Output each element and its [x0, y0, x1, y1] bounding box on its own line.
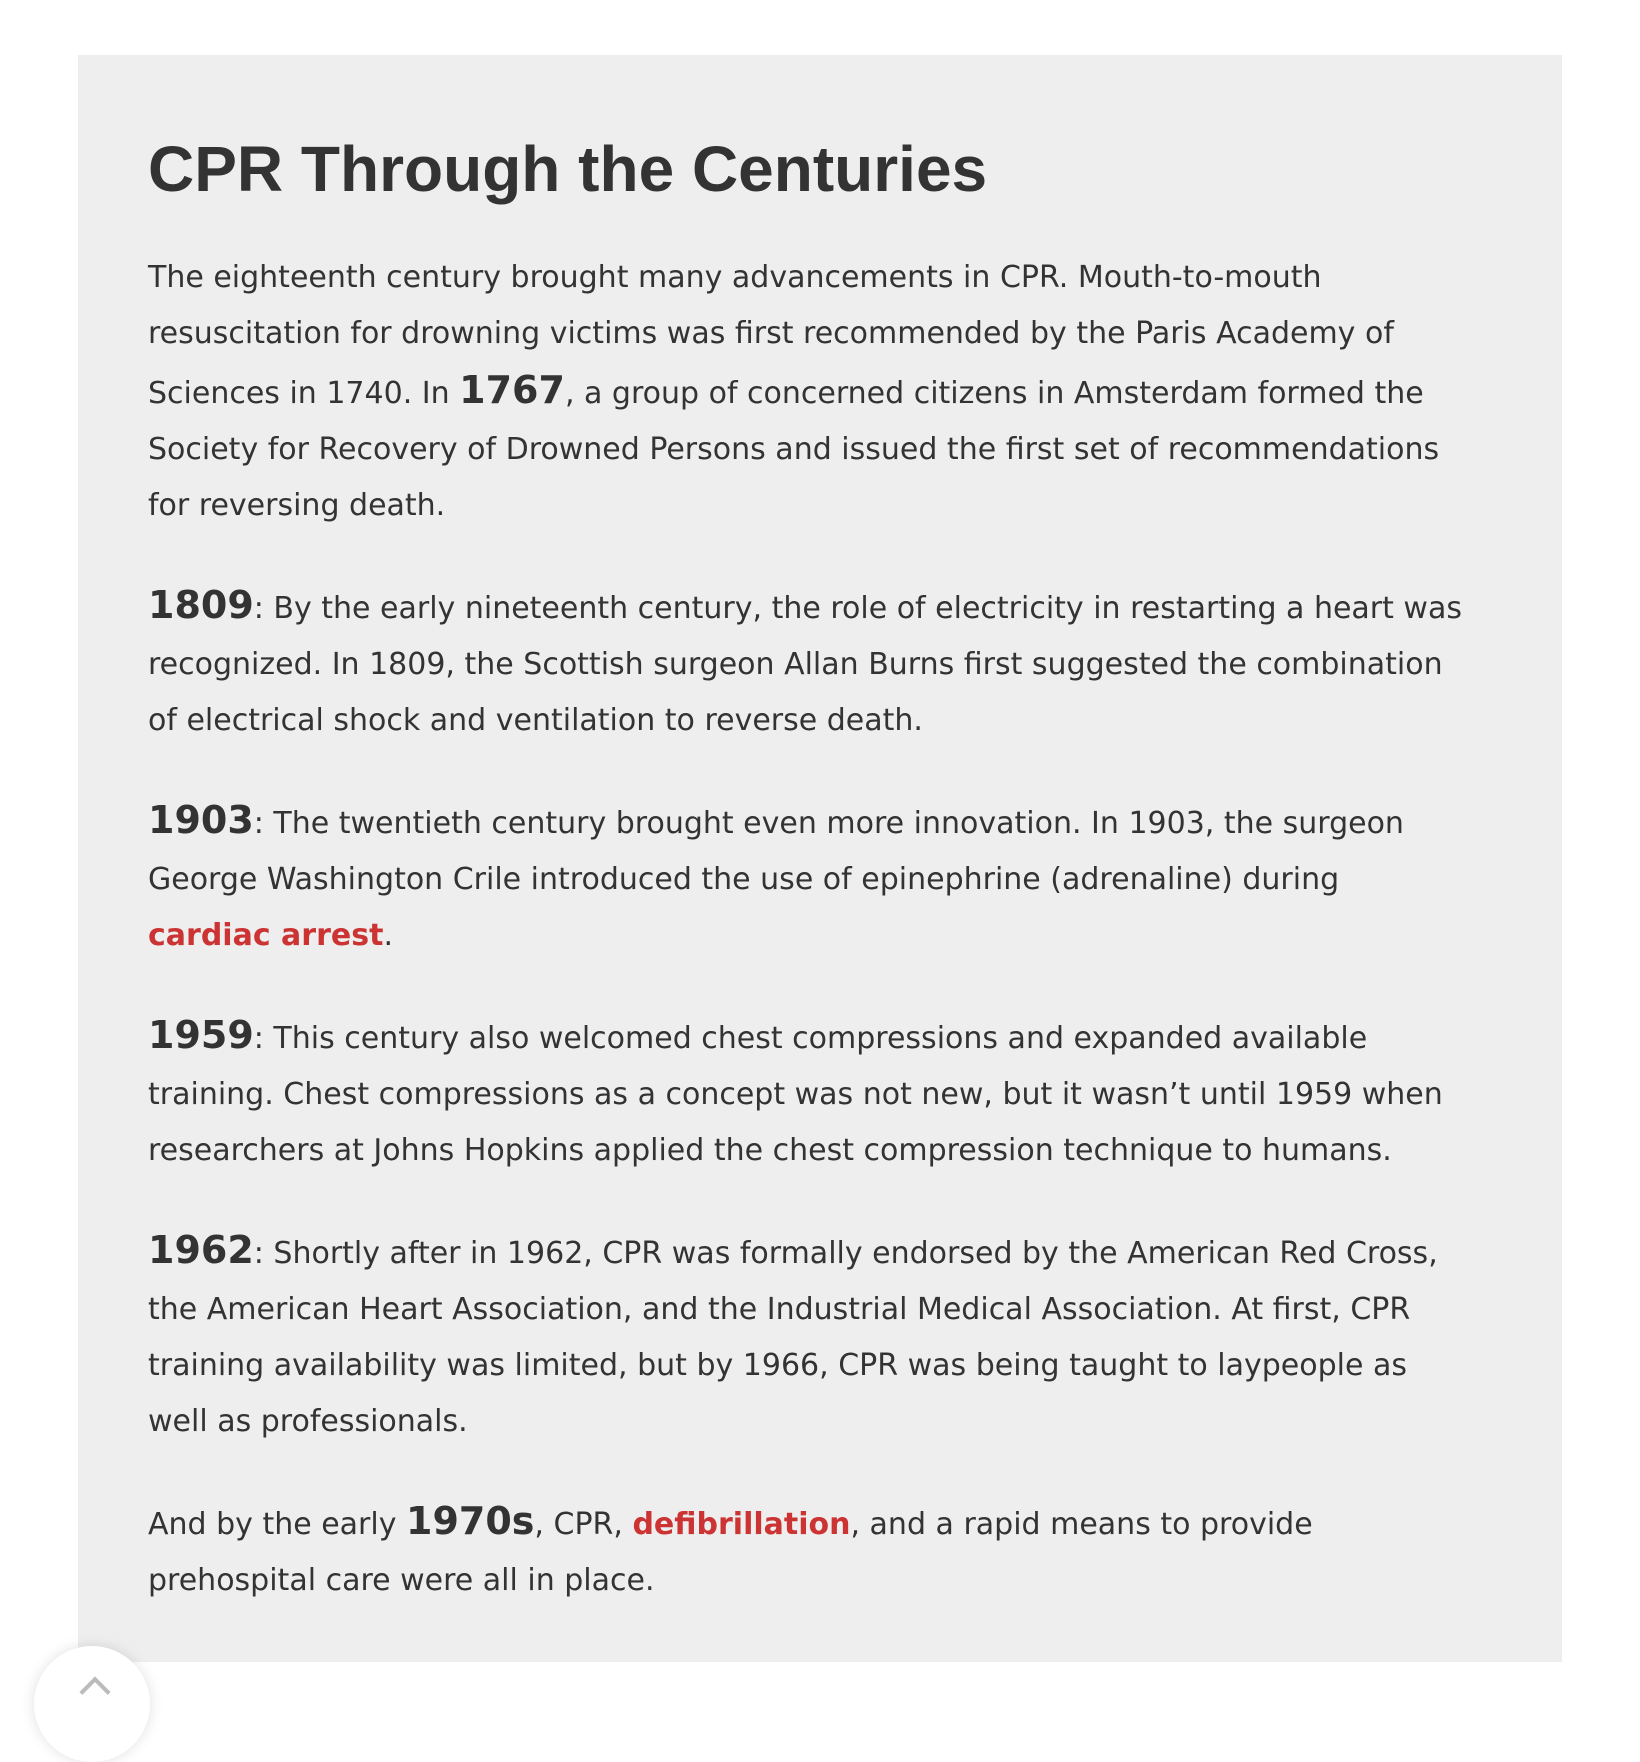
year-highlight: 1767: [459, 368, 565, 412]
paragraph-1903: [148, 792, 1468, 964]
paragraph-1970s: [148, 1493, 1468, 1609]
chevron-up-icon: [79, 1676, 110, 1707]
paragraph-text: , and a rapid means to provide prehospital care were all in place.: [148, 1507, 1313, 1598]
paragraph-1962: [148, 1222, 1468, 1450]
paragraph-text: , CPR,: [534, 1507, 633, 1542]
scroll-to-top-button[interactable]: [34, 1646, 150, 1762]
page-title: CPR Through the Centuries: [148, 133, 988, 205]
cardiac-arrest-link[interactable]: cardiac arrest: [148, 918, 384, 953]
paragraph-text: : This century also welcomed chest compressions and expanded available training. Chest compressions as a concept was not new, but it wasn’t until 1959 when researchers at Johns Hopkins applied the chest compression technique to humans.: [148, 1021, 1443, 1168]
paragraph-text: The eighteenth century brought many advancements in CPR. Mouth-to-mouth resuscitation for drowning victims was first recommended by the Paris Academy of Sciences in 1740. In: [148, 260, 1394, 411]
paragraph-text: : The twentieth century brought even more innovation. In 1903, the surgeon George Washington Crile introduced the use of epinephrine (adrenaline) during: [148, 806, 1404, 897]
year-highlight: 1809: [148, 583, 254, 627]
paragraph-1959: [148, 1007, 1468, 1179]
paragraph-text: And by the early: [148, 1507, 407, 1542]
article-panel: [78, 55, 1562, 1662]
year-highlight: 1903: [148, 798, 254, 842]
paragraph-text: : By the early nineteenth century, the role of electricity in restarting a heart was recognized. In 1809, the Scottish surgeon Allan Burns first suggested the combination of electrical shock and ventilation to reverse death.: [148, 591, 1462, 738]
year-highlight: 1970s: [406, 1499, 535, 1543]
year-highlight: 1959: [148, 1013, 254, 1057]
paragraph-text: .: [383, 918, 393, 953]
defibrillation-link[interactable]: defibrillation: [632, 1507, 851, 1542]
paragraph-1767: [148, 250, 1468, 534]
year-highlight: 1962: [148, 1228, 254, 1272]
paragraph-text: , a group of concerned citizens in Amsterdam formed the Society for Recovery of Drowned Persons and issued the first set of recommendations for reversing death.: [148, 376, 1440, 523]
paragraph-text: : Shortly after in 1962, CPR was formally endorsed by the American Red Cross, the American Heart Association, and the Industrial Medical Association. At first, CPR training availability was limited, but by 1966, CPR was being taught to laypeople as well as professionals.: [148, 1236, 1438, 1439]
paragraph-1809: [148, 577, 1468, 749]
